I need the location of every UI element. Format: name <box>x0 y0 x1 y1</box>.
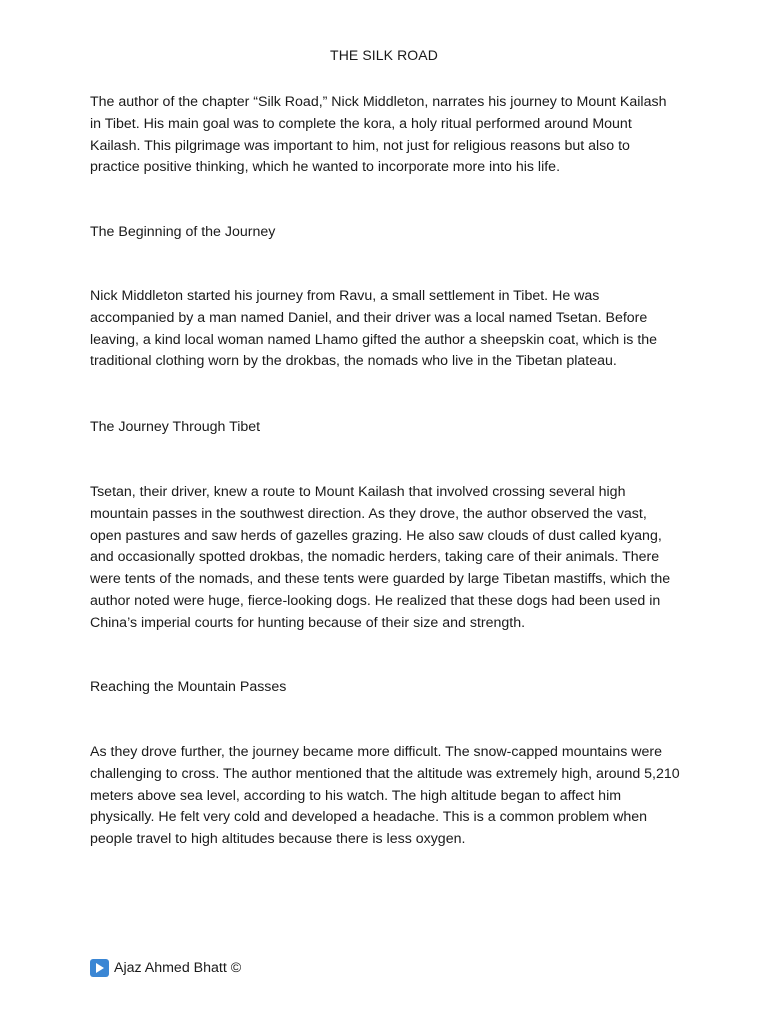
section-heading-journey: The Journey Through Tibet <box>90 419 261 435</box>
footer-author: Ajaz Ahmed Bhatt © <box>114 960 242 976</box>
play-button-icon <box>90 959 109 977</box>
section-heading-passes: Reaching the Mountain Passes <box>90 679 287 695</box>
footer-credit <box>90 957 241 979</box>
section-heading-beginning: The Beginning of the Journey <box>90 224 276 240</box>
section-body-journey: Tsetan, their driver, knew a route to Mount Kailash that involved crossing several high mountain passes in the southwest direction. As they drove, the author observed the vast, open pastures and saw herds of gazelles grazing. He also saw clouds of dust called kyang, and occasionally spotted drokbas, the nomadic herders, taking care of their animals. There were tents of the nomads, and these tents were guarded by large Tibetan mastiffs, which the author noted were huge, fierce-looking dogs. He realized that these dogs had been used in China’s imperial courts for hunting because of their size and strength. <box>90 484 671 631</box>
section-body-beginning: Nick Middleton started his journey from Ravu, a small settlement in Tibet. He was accompanied by a man named Daniel, and their driver was a local named Tsetan. Before leaving, a kind local woman named Lhamo gifted the author a sheepskin coat, which is the traditional clothing worn by the drokbas, the nomads who live in the Tibetan plateau. <box>90 288 658 370</box>
page-title: THE SILK ROAD <box>330 47 438 63</box>
intro-paragraph: The author of the chapter “Silk Road,” Nick Middleton, narrates his journey to Mount Kailash in Tibet. His main goal was to complete the kora, a holy ritual performed around Mount Kailash. This pilgrimage was important to him, not just for religious reasons but also to practice positive thinking, which he wanted to incorporate more into his life. <box>90 94 667 176</box>
section-body-passes: As they drove further, the journey became more difficult. The snow-capped mountains were challenging to cross. The author mentioned that the altitude was extremely high, around 5,210 meters above sea level, according to his watch. The high altitude began to affect him physically. He felt very cold and developed a headache. This is a common problem when people travel to high altitudes because there is less oxygen. <box>90 744 680 848</box>
